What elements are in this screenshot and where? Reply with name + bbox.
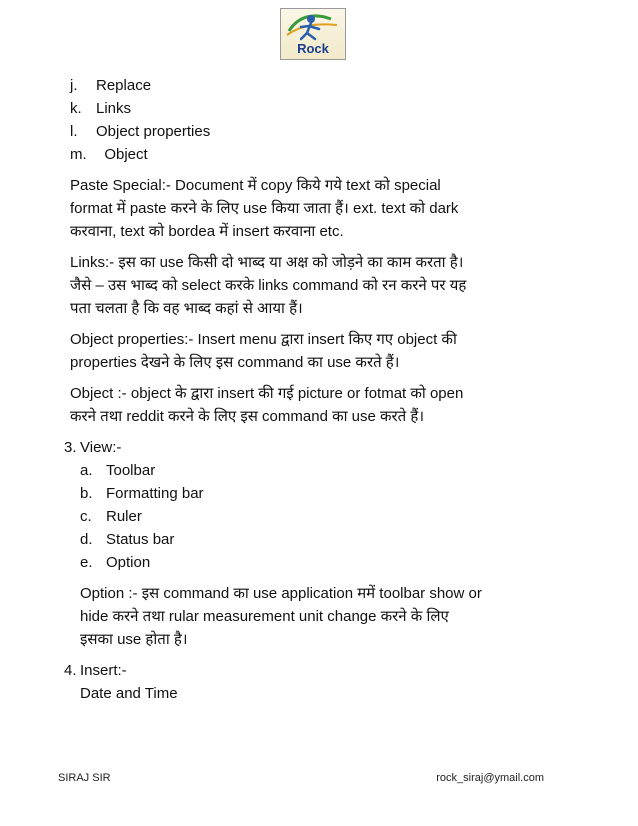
paragraph-line: Option :- इस command का use application ममें toolbar show or: [80, 585, 482, 602]
list-text: Links: [96, 100, 132, 117]
section-title: [70, 659, 580, 682]
paragraph-line: जैसे – उस भाब्द को select करके links command को रन करने पर यह: [70, 277, 467, 294]
document-body: [64, 74, 580, 705]
paragraph-line: hide करने तथा rular measurement unit change करने के लिए: [80, 608, 449, 625]
paragraph-line: Object :- object के द्वारा insert की गई picture or fotmat को open: [70, 385, 464, 402]
list-item: [70, 97, 580, 120]
list-item: [70, 120, 580, 143]
list-label: k.: [70, 100, 82, 117]
runner-icon: [281, 9, 345, 45]
list-text: Option: [106, 554, 151, 571]
list-text: Object properties: [96, 123, 211, 140]
section-subtitle: [70, 682, 580, 705]
paragraph-line: करवाना, text को bordea में insert करवाना etc.: [70, 223, 344, 240]
paragraph-line: करने तथा reddit करने के लिए इस command का use करते हैं।: [70, 408, 425, 425]
paragraph-paste-special: [70, 174, 580, 243]
list-text: Formatting bar: [106, 485, 204, 502]
section-insert: [64, 659, 580, 705]
rock-logo: [280, 8, 346, 60]
section-view: [64, 436, 580, 651]
section-title-text: Insert:-: [80, 662, 127, 679]
paragraph-line: format में paste करने के लिए use किया जाता हैं। ext. text को dark: [70, 200, 459, 217]
section-title-text: View:-: [80, 439, 122, 456]
paragraph-option: [70, 582, 580, 651]
list-label: b.: [80, 485, 93, 502]
footer-author: SIRAJ SIR: [58, 772, 111, 784]
list-top: [70, 74, 580, 166]
footer-email: rock_siraj@ymail.com: [436, 772, 544, 784]
paragraph-object: [70, 382, 580, 428]
list-label: e.: [80, 554, 93, 571]
list-label: m.: [70, 146, 87, 163]
list-text: Toolbar: [106, 462, 156, 479]
paragraph-line: पता चलता है कि वह भाब्द कहां से आया हैं।: [70, 300, 303, 317]
list-text: Ruler: [106, 508, 142, 525]
section-subtitle-text: Date and Time: [80, 685, 178, 702]
list-label: l.: [70, 123, 78, 140]
list-item: [70, 143, 580, 166]
list-label: c.: [80, 508, 92, 525]
paragraph-line: Paste Special:- Document में copy किये गये text को special: [70, 177, 441, 194]
list-item: [70, 505, 580, 528]
paragraph-object-properties: [70, 328, 580, 374]
section-number: 3.: [64, 439, 77, 456]
list-label: d.: [80, 531, 93, 548]
list-label: j.: [70, 77, 78, 94]
list-text: Object: [96, 146, 148, 163]
paragraph-line: इसका use होता है।: [80, 631, 188, 648]
list-item: [70, 528, 580, 551]
list-text: Replace: [96, 77, 152, 94]
list-item: [70, 74, 580, 97]
paragraph-line: Links:- इस का use किसी दो भाब्द या अक्ष को जोड़ने का काम करता है।: [70, 254, 464, 271]
section-number: 4.: [64, 662, 77, 679]
paragraph-line: properties देखने के लिए इस command का use करते हैं।: [70, 354, 400, 371]
paragraph-links: [70, 251, 580, 320]
list-item: [70, 459, 580, 482]
list-label: a.: [80, 462, 93, 479]
logo-text: Rock: [297, 41, 329, 56]
list-text: Status bar: [106, 531, 175, 548]
paragraph-line: Object properties:- Insert menu द्वारा insert किए गए object की: [70, 331, 457, 348]
section-title: [70, 436, 580, 459]
list-item: [70, 482, 580, 505]
list-item: [70, 551, 580, 574]
